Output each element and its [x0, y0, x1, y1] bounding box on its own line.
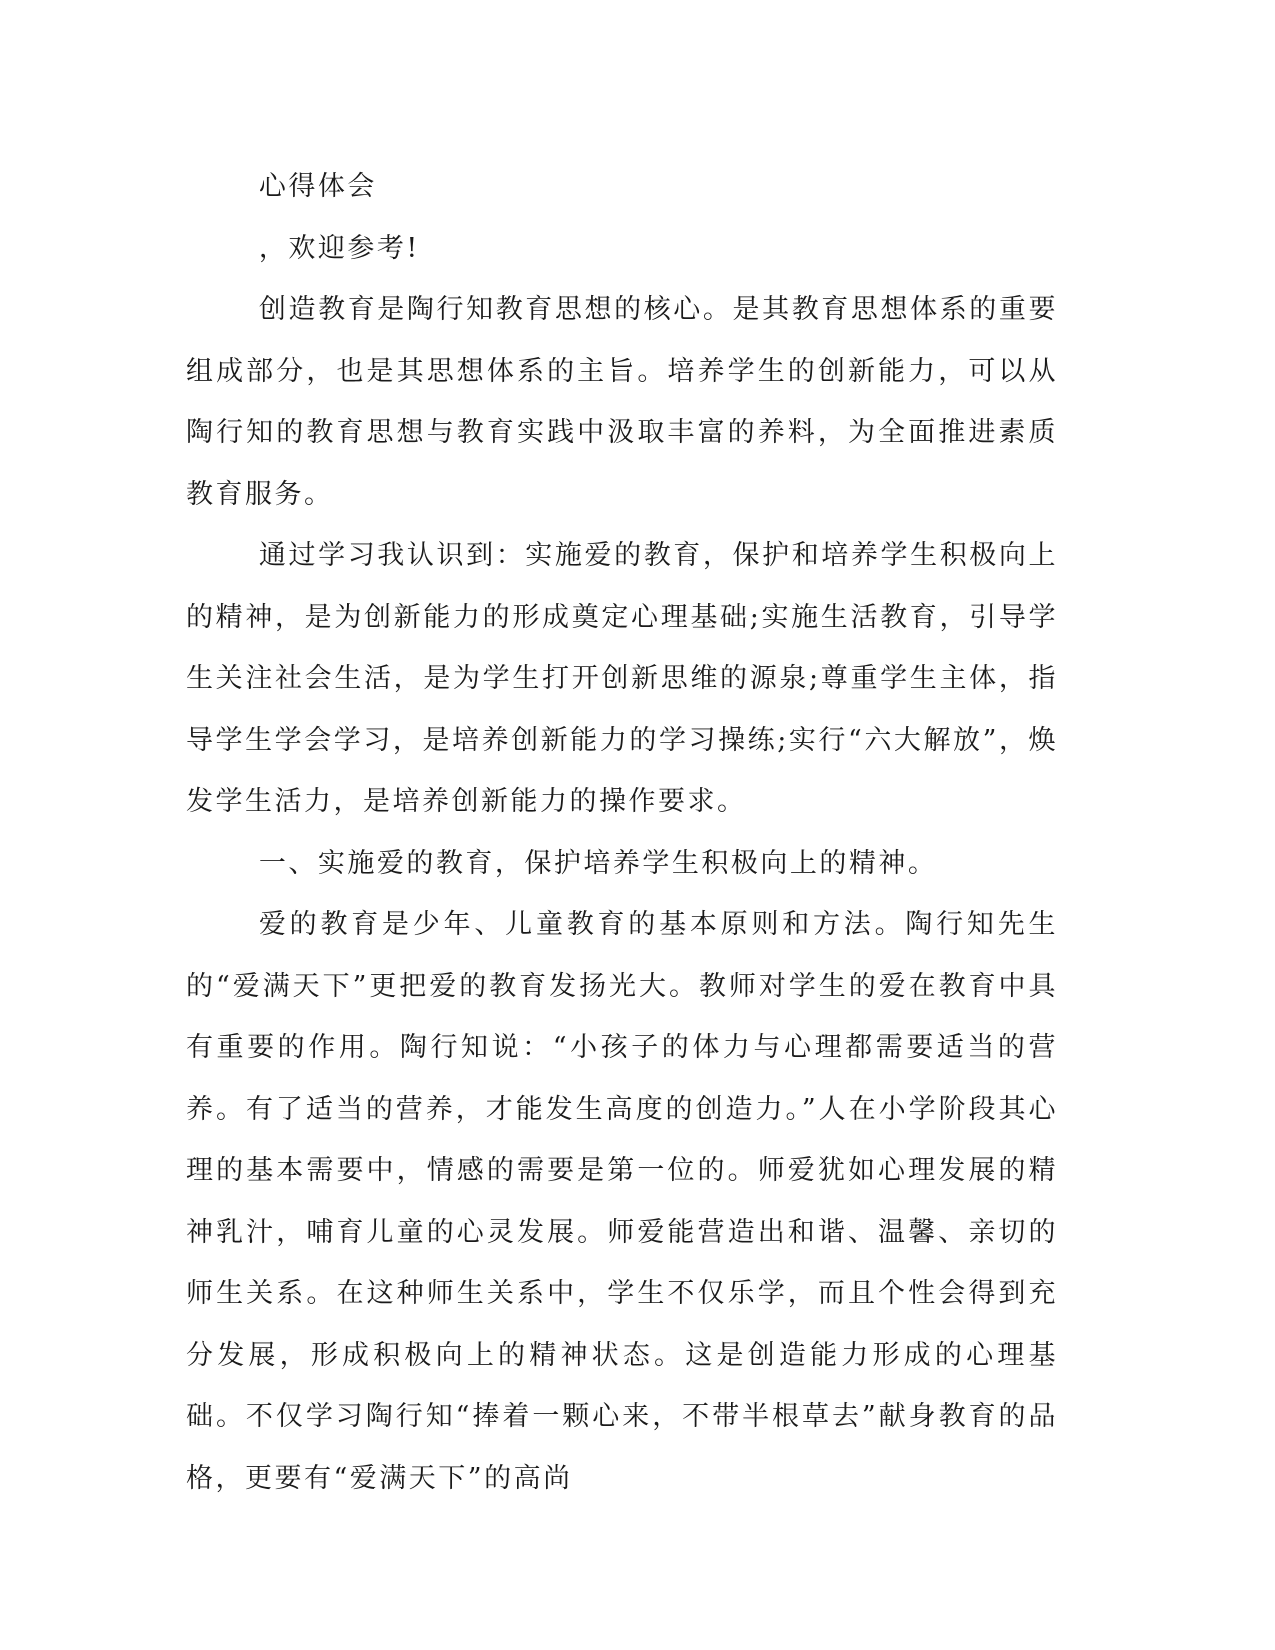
section-heading-one: 一、实施爱的教育，保护培养学生积极向上的精神。 [258, 847, 938, 879]
paragraph-love-education: 爱的教育是少年、儿童教育的基本原则和方法。陶行知先生的“爱满天下”更把爱的教育发扬光大。教师对学生的爱在教育中具有重要的作用。陶行知说：“小孩子的体力与心理都需要适当的营养。有了适当的营养，才能发生高度的创造力。”人在小学阶段其心理的基本需要中，情感的需要是第一位的。师爱犹如心理发展的精神乳汁，哺育儿童的心灵发展。师爱能营造出和谐、温馨、亲切的师生关系。在这种师生关系中，学生不仅乐学，而且个性会得到充分发展，形成积极向上的精神状态。这是创造能力形成的心理基础。不仅学习陶行知“捧着一颗心来，不带半根草去”献身教育的品格，更要有“爱满天下”的高尚 [186, 909, 1058, 1494]
document-body [186, 156, 1058, 1509]
paragraph-learning-summary: 通过学习我认识到：实施爱的教育，保护和培养学生积极向上的精神，是为创新能力的形成奠定心理基础;实施生活教育，引导学生关注社会生活，是为学生打开创新思维的源泉;尊重学生主体，指导学生学会学习，是培养创新能力的学习操练;实行“六大解放”，焕发学生活力，是培养创新能力的操作要求。 [186, 540, 1058, 817]
document-intro: ，欢迎参考! [258, 232, 420, 264]
paragraph-core-idea: 创造教育是陶行知教育思想的核心。是其教育思想体系的重要组成部分，也是其思想体系的主旨。培养学生的创新能力，可以从陶行知的教育思想与教育实践中汲取丰富的养料，为全面推进素质教育服务。 [186, 294, 1058, 510]
document-title: 心得体会 [258, 171, 377, 202]
